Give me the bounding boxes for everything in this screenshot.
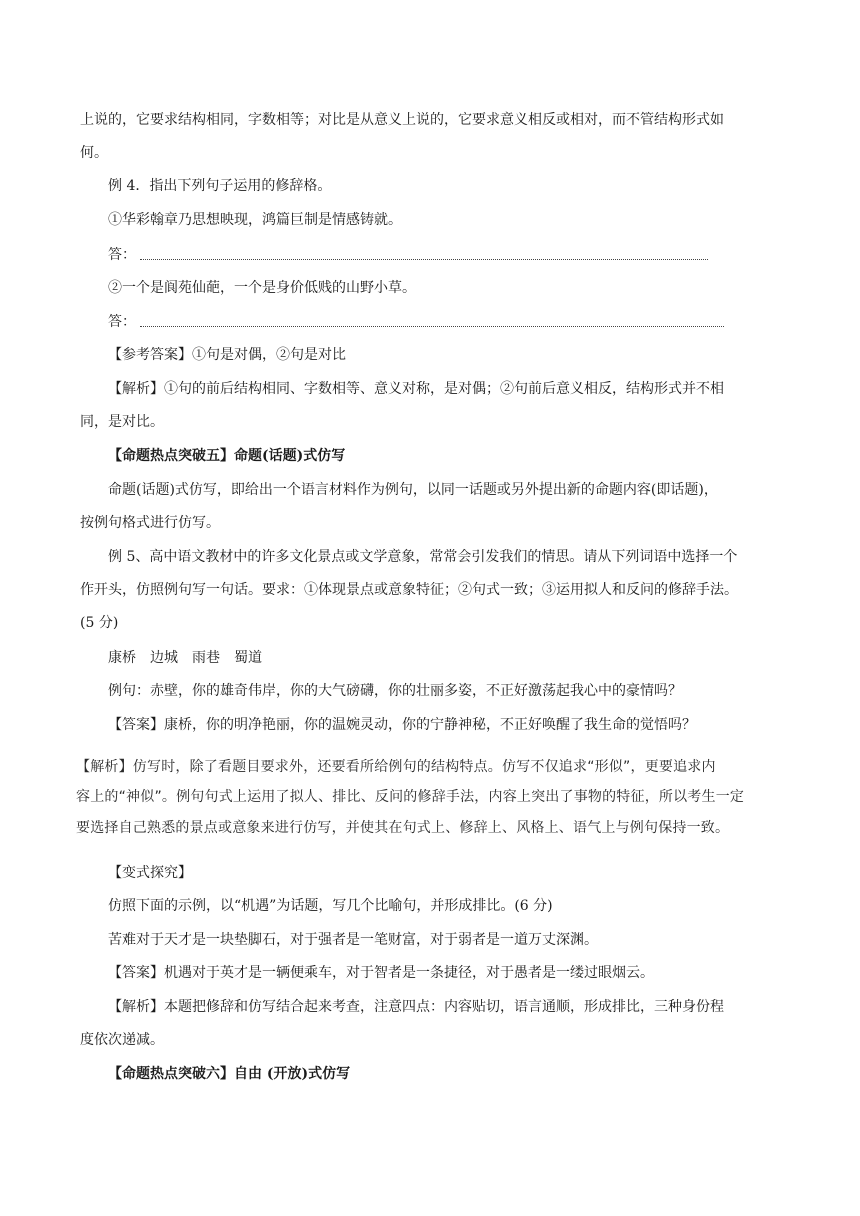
variation-heading: 【变式探究】 — [108, 865, 192, 881]
variation-analysis: 【解析】本题把修辞和仿写结合起来考查，注意四点：内容贴切，语言通顺，形成排比，三种身份程 — [108, 999, 724, 1015]
example-4-prompt: 例 4．指出下列句子运用的修辞格。 — [108, 178, 332, 194]
section-heading-5: 【命题热点突破五】命题(话题)式仿写 — [108, 448, 346, 464]
analysis-line: 【解析】①句的前后结构相同、字数相等、意义对称，是对偶；②句前后意义相反，结构形式并不相 — [108, 381, 724, 397]
answer-label: 答： — [108, 247, 136, 263]
example-5-score: (5 分) — [80, 615, 119, 631]
body-text: 按例句格式进行仿写。 — [80, 515, 220, 531]
analysis-line: 同，是对比。 — [80, 414, 164, 430]
example-5-prompt: 作开头，仿照例句写一句话。要求：①体现景点或意象特征；②句式一致；③运用拟人和反问的修辞手法。 — [80, 582, 738, 598]
variation-example: 苦难对于天才是一块垫脚石，对于强者是一笔财富，对于弱者是一道万丈深渊。 — [108, 932, 598, 948]
example-4-sentence-1: ①华彩翰章乃思想映现，鸿篇巨制是情感铸就。 — [108, 212, 402, 228]
variation-answer: 【答案】机遇对于英才是一辆便乘车，对于智者是一条捷径，对于愚者是一缕过眼烟云。 — [108, 965, 654, 981]
text-line: 何。 — [80, 145, 108, 161]
answer-blank-2[interactable] — [108, 312, 780, 332]
analysis-scanned-line: 【解析】仿写时，除了看题目要求外，还要看所给例句的结构特点。仿写不仅追求“形似”，更要追求内 — [76, 759, 716, 775]
body-text: 命题(话题)式仿写，即给出一个语言材料作为例句，以同一话题或另外提出新的命题内容(即话题)， — [108, 482, 718, 498]
word-options: 康桥 边城 雨巷 蜀道 — [108, 650, 262, 666]
example-4-sentence-2: ②一个是阆苑仙葩，一个是身价低贱的山野小草。 — [108, 280, 416, 296]
answer-dotted-line — [140, 325, 724, 327]
section-heading-6: 【命题热点突破六】自由 (开放)式仿写 — [108, 1066, 351, 1082]
answer-blank-1[interactable] — [108, 245, 780, 265]
reference-answer: 【参考答案】①句是对偶，②句是对比 — [108, 347, 346, 363]
answer-text: 【答案】康桥，你的明净艳丽，你的温婉灵动，你的宁静神秘，不正好唤醒了我生命的觉悟吗？ — [108, 717, 696, 733]
variation-analysis: 度依次递减。 — [80, 1032, 164, 1048]
answer-dotted-line — [140, 258, 708, 260]
analysis-scanned-line: 容上的“神似”。例句句式上运用了拟人、排比、反问的修辞手法，内容上突出了事物的特征，所以考生一定 — [76, 789, 745, 805]
analysis-scanned-line: 要选择自己熟悉的景点或意象来进行仿写，并使其在句式上、修辞上、风格上、语气上与例句保持一致。 — [76, 820, 730, 836]
example-sentence: 例句：赤壁，你的雄奇伟岸，你的大气磅礴，你的壮丽多姿，不正好激荡起我心中的豪情吗？ — [108, 683, 682, 699]
text-line: 上说的，它要求结构相同，字数相等；对比是从意义上说的，它要求意义相反或相对，而不管结构形式如 — [80, 112, 724, 128]
variation-prompt: 仿照下面的示例，以“机遇”为话题，写几个比喻句，并形成排比。(6 分) — [108, 898, 553, 914]
example-5-prompt: 例 5、高中语文教材中的许多文化景点或文学意象，常常会引发我们的情思。请从下列词语中选择一个 — [108, 549, 738, 565]
answer-label: 答： — [108, 314, 136, 330]
